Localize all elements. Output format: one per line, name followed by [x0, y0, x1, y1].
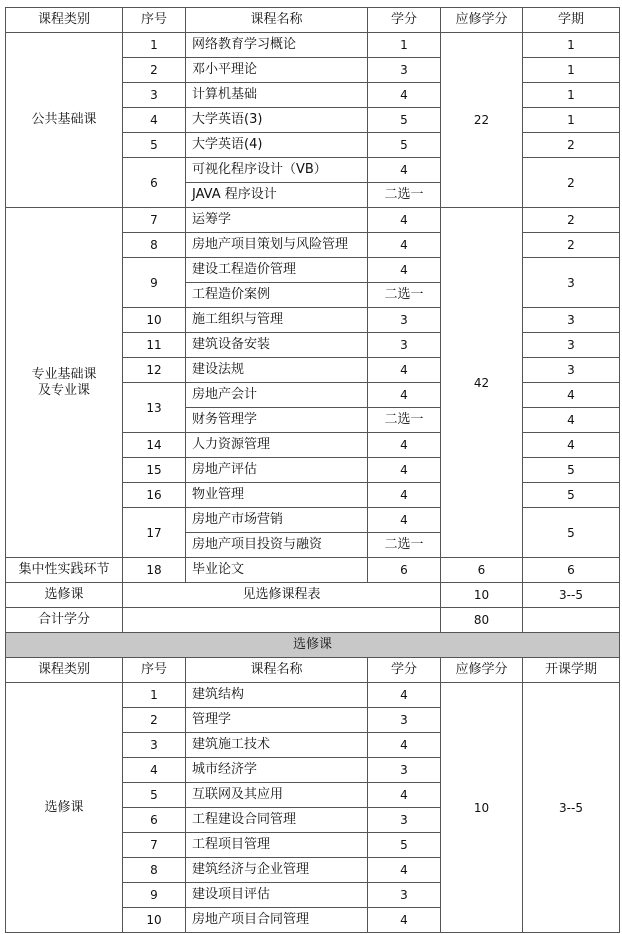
credit-cell: 4 — [368, 208, 441, 233]
credit-cell: 3 — [368, 708, 441, 733]
semester-cell: 1 — [523, 108, 620, 133]
course-name-cell: 建筑施工技术 — [186, 733, 368, 758]
semester-cell: 4 — [523, 383, 620, 408]
credit-cell: 4 — [368, 83, 441, 108]
semester-cell: 6 — [523, 558, 620, 583]
credit-cell: 4 — [368, 858, 441, 883]
total-row — [6, 608, 620, 633]
semester-cell: 4 — [523, 408, 620, 433]
course-name-cell: 建设工程造价管理 — [186, 258, 368, 283]
credit-cell: 3 — [368, 308, 441, 333]
course-name-cell: 物业管理 — [186, 483, 368, 508]
offering-semester-electives: 3--5 — [523, 683, 620, 933]
course-name-cell: 互联网及其应用 — [186, 783, 368, 808]
seq-cell: 1 — [123, 683, 186, 708]
total-label: 合计学分 — [6, 608, 123, 633]
course-name-cell: 建筑结构 — [186, 683, 368, 708]
semester-cell: 2 — [523, 233, 620, 258]
credit-cell: 6 — [368, 558, 441, 583]
table-row — [6, 33, 620, 58]
course-name-cell: 邓小平理论 — [186, 58, 368, 83]
elective-section-banner: 选修课 — [6, 633, 620, 658]
credit-cell: 4 — [368, 158, 441, 183]
credit-cell: 4 — [368, 483, 441, 508]
seq-cell: 10 — [123, 308, 186, 333]
curriculum-table — [5, 7, 620, 933]
total-empty-cell — [123, 608, 441, 633]
course-name-cell: 管理学 — [186, 708, 368, 733]
credit-cell: 5 — [368, 833, 441, 858]
seq-cell: 2 — [123, 708, 186, 733]
semester-cell: 1 — [523, 33, 620, 58]
table-row — [6, 558, 620, 583]
header-category: 课程类别 — [6, 658, 123, 683]
see-electives-table: 见选修课程表 — [123, 583, 441, 608]
seq-cell: 13 — [123, 383, 186, 433]
seq-cell: 8 — [123, 233, 186, 258]
total-empty-cell — [523, 608, 620, 633]
credit-cell: 4 — [368, 733, 441, 758]
seq-cell: 9 — [123, 883, 186, 908]
seq-cell: 12 — [123, 358, 186, 383]
course-name-cell: 工程建设合同管理 — [186, 808, 368, 833]
header-credit: 学分 — [368, 658, 441, 683]
credit-cell: 1 — [368, 33, 441, 58]
credit-cell: 4 — [368, 383, 441, 408]
semester-cell: 2 — [523, 158, 620, 208]
semester-cell: 3--5 — [523, 583, 620, 608]
seq-cell: 5 — [123, 783, 186, 808]
semester-cell: 5 — [523, 508, 620, 558]
semester-cell: 2 — [523, 208, 620, 233]
choice-note-cell: 二选一 — [368, 533, 441, 558]
required-credit-professional: 42 — [441, 208, 523, 558]
category-practice: 集中性实践环节 — [6, 558, 123, 583]
semester-cell: 2 — [523, 133, 620, 158]
credit-cell: 4 — [368, 683, 441, 708]
seq-cell: 4 — [123, 108, 186, 133]
semester-cell: 3 — [523, 258, 620, 308]
course-name-cell: 可视化程序设计（VB） — [186, 158, 368, 183]
category-electives: 选修课 — [6, 583, 123, 608]
table-row — [6, 583, 620, 608]
header-seq: 序号 — [123, 8, 186, 33]
seq-cell: 6 — [123, 808, 186, 833]
credit-cell: 4 — [368, 358, 441, 383]
course-name-cell: 施工组织与管理 — [186, 308, 368, 333]
course-name-cell: 建设项目评估 — [186, 883, 368, 908]
credit-cell: 4 — [368, 258, 441, 283]
header-credit: 学分 — [368, 8, 441, 33]
header-seq: 序号 — [123, 658, 186, 683]
course-name-cell: 大学英语(4) — [186, 133, 368, 158]
course-name-cell: 计算机基础 — [186, 83, 368, 108]
seq-cell: 16 — [123, 483, 186, 508]
required-credit-electives: 10 — [441, 583, 523, 608]
course-name-cell: 建筑经济与企业管理 — [186, 858, 368, 883]
table-header-row — [6, 658, 620, 683]
course-name-cell: 房地产项目策划与风险管理 — [186, 233, 368, 258]
credit-cell: 5 — [368, 133, 441, 158]
elective-banner-row — [6, 633, 620, 658]
seq-cell: 15 — [123, 458, 186, 483]
choice-note-cell: 二选一 — [368, 183, 441, 208]
course-name-cell: 运筹学 — [186, 208, 368, 233]
semester-cell: 3 — [523, 333, 620, 358]
category-public-basic: 公共基础课 — [6, 33, 123, 208]
choice-note-cell: 二选一 — [368, 283, 441, 308]
credit-cell: 4 — [368, 908, 441, 933]
header-offering-semester: 开课学期 — [523, 658, 620, 683]
course-name-cell: 房地产市场营销 — [186, 508, 368, 533]
seq-cell: 8 — [123, 858, 186, 883]
credit-cell: 3 — [368, 758, 441, 783]
credit-cell: 3 — [368, 883, 441, 908]
header-semester: 学期 — [523, 8, 620, 33]
table-row — [6, 683, 620, 708]
category-electives: 选修课 — [6, 683, 123, 933]
seq-cell: 3 — [123, 83, 186, 108]
category-label-line1: 专业基础课 — [31, 366, 97, 382]
table-row — [6, 208, 620, 233]
course-name-cell: 财务管理学 — [186, 408, 368, 433]
seq-cell: 7 — [123, 833, 186, 858]
course-name-cell: 大学英语(3) — [186, 108, 368, 133]
course-name-cell: 房地产项目合同管理 — [186, 908, 368, 933]
seq-cell: 5 — [123, 133, 186, 158]
course-name-cell: 毕业论文 — [186, 558, 368, 583]
semester-cell: 4 — [523, 433, 620, 458]
course-name-cell: 房地产评估 — [186, 458, 368, 483]
semester-cell: 1 — [523, 83, 620, 108]
seq-cell: 6 — [123, 158, 186, 208]
semester-cell: 5 — [523, 458, 620, 483]
seq-cell: 14 — [123, 433, 186, 458]
seq-cell: 10 — [123, 908, 186, 933]
credit-cell: 4 — [368, 508, 441, 533]
semester-cell: 3 — [523, 308, 620, 333]
course-name-cell: 房地产会计 — [186, 383, 368, 408]
course-name-cell: 建设法规 — [186, 358, 368, 383]
seq-cell: 17 — [123, 508, 186, 558]
table-header-row — [6, 8, 620, 33]
header-required-credit: 应修学分 — [441, 658, 523, 683]
course-name-cell: 人力资源管理 — [186, 433, 368, 458]
semester-cell: 1 — [523, 58, 620, 83]
seq-cell: 2 — [123, 58, 186, 83]
seq-cell: 1 — [123, 33, 186, 58]
required-credit-public-basic: 22 — [441, 33, 523, 208]
course-name-cell: 建筑设备安装 — [186, 333, 368, 358]
seq-cell: 9 — [123, 258, 186, 308]
credit-cell: 4 — [368, 233, 441, 258]
credit-cell: 5 — [368, 108, 441, 133]
seq-cell: 11 — [123, 333, 186, 358]
credit-cell: 3 — [368, 333, 441, 358]
course-name-cell: 房地产项目投资与融资 — [186, 533, 368, 558]
semester-cell: 5 — [523, 483, 620, 508]
course-name-cell: 网络教育学习概论 — [186, 33, 368, 58]
required-credit-practice: 6 — [441, 558, 523, 583]
credit-cell: 4 — [368, 433, 441, 458]
credit-cell: 4 — [368, 458, 441, 483]
credit-cell: 4 — [368, 783, 441, 808]
course-name-cell: 工程项目管理 — [186, 833, 368, 858]
header-required-credit: 应修学分 — [441, 8, 523, 33]
credit-cell: 3 — [368, 808, 441, 833]
course-name-cell: JAVA 程序设计 — [186, 183, 368, 208]
course-name-cell: 城市经济学 — [186, 758, 368, 783]
semester-cell: 3 — [523, 358, 620, 383]
category-label-line2: 及专业课 — [37, 382, 90, 398]
choice-note-cell: 二选一 — [368, 408, 441, 433]
required-credit-electives: 10 — [441, 683, 523, 933]
seq-cell: 4 — [123, 758, 186, 783]
seq-cell: 18 — [123, 558, 186, 583]
credit-cell: 3 — [368, 58, 441, 83]
header-course-name: 课程名称 — [186, 658, 368, 683]
header-course-name: 课程名称 — [186, 8, 368, 33]
seq-cell: 7 — [123, 208, 186, 233]
course-name-cell: 工程造价案例 — [186, 283, 368, 308]
seq-cell: 3 — [123, 733, 186, 758]
category-professional — [6, 208, 123, 558]
header-category: 课程类别 — [6, 8, 123, 33]
total-credit-value: 80 — [441, 608, 523, 633]
